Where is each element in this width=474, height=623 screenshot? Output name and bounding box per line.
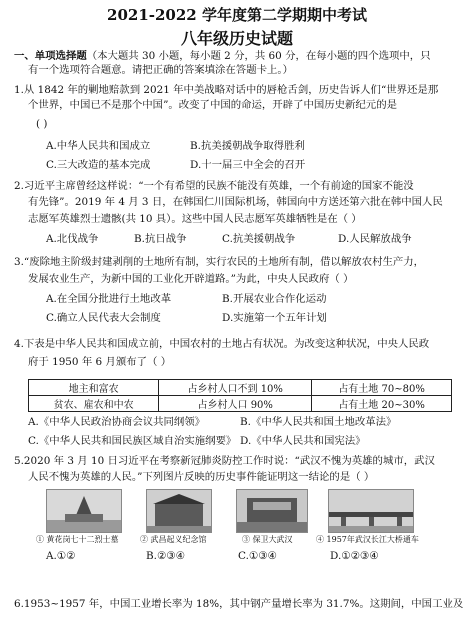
q5-option-b: B.②③④ [146,550,185,562]
q1-option-a: A.中华人民共和国成立 [46,140,151,152]
q3-option-c: C.确立人民代表大会制度 [46,312,161,324]
q2-stem-2: 有先锋”。2019 年 4 月 3 日，在韩国仁川国际机场，韩国向中方送还第六批在韩中国人民 [28,196,443,208]
q4-option-d: D.《中华人民共和国宪法》 [240,435,366,447]
table-cell: 地主和富农 [29,380,159,396]
photo-yangtze-bridge [328,489,414,533]
q4-stem-2: 府于 1950 年 6 月颁布了（ ） [28,356,172,368]
caption-1: ① 黄花岗七十二烈士墓 [36,535,119,544]
q3-option-a: A.在全国分批进行土地改革 [46,293,172,305]
caption-3: ③ 保卫大武汉 [242,535,293,544]
q3-stem-2: 发展农业生产，为新中国的工业化开辟道路。”为此，中央人民政府（ ） [28,273,354,285]
q3-option-b: B.开展农业合作化运动 [222,293,327,305]
q3-option-d: D.实施第一个五年计划 [222,312,327,324]
caption-2: ② 武昌起义纪念馆 [140,535,207,544]
exam-title: 2021-2022 学年度第二学期期中考试 [107,6,367,24]
q4-option-a: A.《中华人民政治协商会议共同纲领》 [28,416,206,428]
exam-subtitle: 八年级历史试题 [180,29,293,48]
q1-stem-2: 个世界，中国已不是那个中国”。改变了中国的命运，开辟了中国历史新纪元的是 [28,99,397,111]
q5-stem-1: 5.2020 年 3 月 10 日习近平在考察新冠肺炎防控工作时说：“武汉不愧为英雄的城市，武汉 [14,455,435,467]
q2-option-b: B.抗日战争 [134,233,187,245]
q1-option-d: D.十一届三中全会的召开 [190,159,306,171]
table-row [29,380,452,396]
section-instructions [14,50,431,63]
q5-option-c: C.①③④ [238,550,277,562]
table-cell: 贫农、雇农和中农 [29,396,159,412]
caption-4: ④ 1957年武汉长江大桥通车 [316,535,419,544]
section-instr-a: （本大题共 30 小题，每小题 2 分，共 60 分，在每小题的四个选项中，只 [86,50,431,62]
q2-option-c: C.抗美援朝战争 [222,233,296,245]
photo-memorial-hall [146,489,212,533]
q1-option-c: C.三大改造的基本完成 [46,159,151,171]
q2-stem-1: 2.习近平主席曾经这样说：“一个有希望的民族不能没有英雄，一个有前途的国家不能没 [14,180,414,192]
table-cell: 占乡村人口 90% [159,396,312,412]
q4-stem-1: 4.下表是中华人民共和国成立前，中国农村的土地占有状况。为改变这种状况，中央人民政 [14,338,430,350]
land-ownership-table [28,379,452,412]
section-heading: 一、单项选择题 [14,50,87,62]
q4-option-c: C.《中华人民共和国民族区域自治实施纲要》 [28,435,237,447]
q6-stem-1: 6.1953~1957 年，中国工业增长率为 18%，其中钢产量增长率为 31.7%。这期间，中国工业及 [14,598,464,610]
table-cell: 占有土地 20~30% [312,396,452,412]
q5-option-a: A.①② [46,550,76,562]
table-cell: 占乡村人口不到 10% [159,380,312,396]
q4-option-b: B.《中华人民共和国土地改革法》 [240,416,397,428]
photo-defend-wuhan [236,489,308,533]
q2-option-d: D.人民解放战争 [338,233,412,245]
q1-option-b: B.抗美援朝战争取得胜利 [190,140,305,152]
section-instr-b: 有一个选项符合题意。请把正确的答案填涂在答题卡上。） [28,64,293,76]
q1-blank: ( ) [36,118,48,130]
q2-option-a: A.北伐战争 [46,233,99,245]
photo-tomb [46,489,122,533]
q5-option-d: D.①②③④ [330,550,379,562]
q5-stem-2: 人民不愧为英雄的人民。”下列图片反映的历史事件能证明这一结论的是（ ） [28,471,375,483]
table-row [29,396,452,412]
q2-stem-3: 志愿军英雄烈士遗骸(共 10 具）。这些中国人民志愿军英雄牺牲是在（ ） [28,213,362,225]
q1-stem-1: 1.从 1842 年的剿地赔款到 2021 年中美战略对话中的唇枪舌剑，历史告诉人们“世界还是那 [14,84,439,96]
table-cell: 占有土地 70~80% [312,380,452,396]
q3-stem-1: 3.“废除地主阶级封建剥削的土地所有制，实行农民的土地所有制，借以解放农村生产力， [14,256,425,268]
